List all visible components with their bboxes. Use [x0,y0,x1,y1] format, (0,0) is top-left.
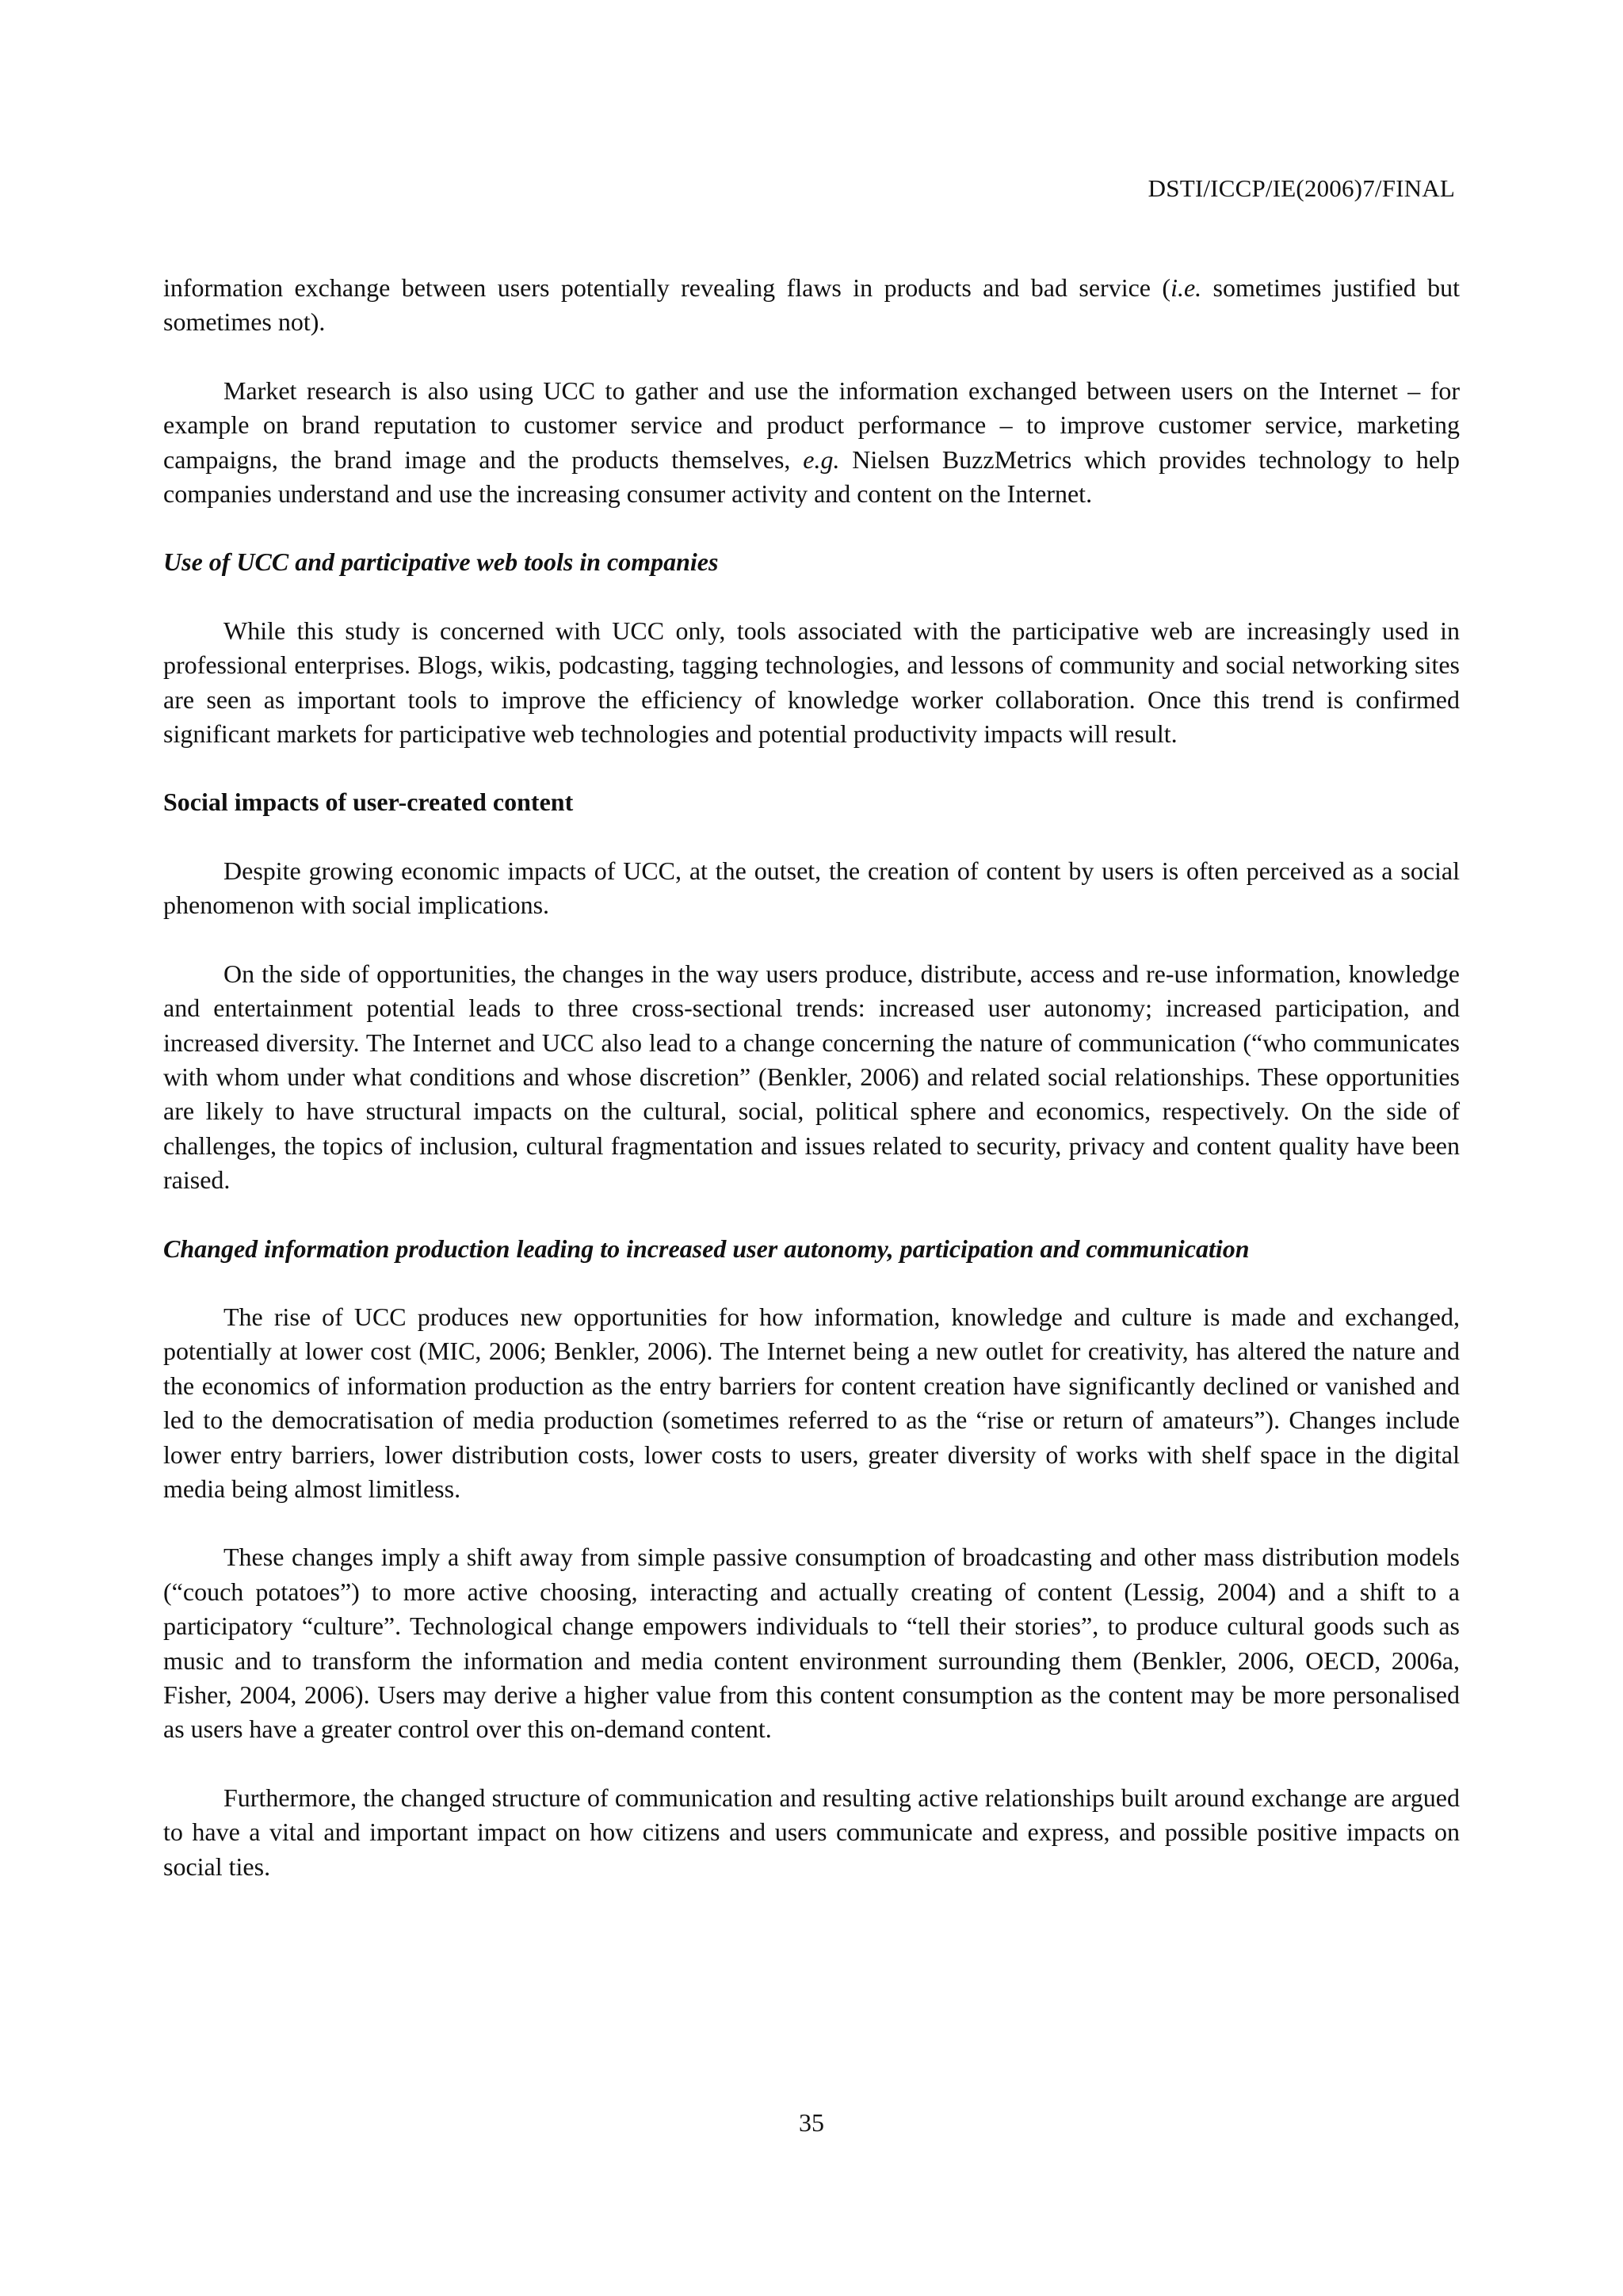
intro-paragraph-2 [163,374,1460,512]
page-number: 35 [799,2108,824,2137]
intro-p2-italic: e.g. [803,444,840,474]
changed-paragraph-3: Furthermore, the changed structure of communication and resulting active relationships built around exchange are argued to have a vital and important impact on how citizens and users communicate and express, and possible positive impacts on social ties. [163,1783,1460,1881]
intro-p1-text-start: information exchange between users potentially revealing flaws in products and bad service ( [163,273,1171,302]
intro-p2-text-end: Nielsen BuzzMetrics which provides technology to help companies understand and use the increasing consumer activity and content on the Internet. [163,444,1461,509]
heading-social-impacts: Social impacts of user-created content [163,788,574,817]
changed-paragraph-2: These changes imply a shift away from simple passive consumption of broadcasting and other mass distribution models (“couch potatoes”) to more active choosing, interacting and actually creating of content (Lessig, 2004) and a shift to a participatory “culture”. Technological change empowers individuals to “tell their stories”, to produce cultural goods such as music and to transform the information and media content environment surrounding them (Benkler, 2006, OECD, 2006a, Fisher, 2004, 2006). Users may derive a higher value from this content consumption as the content may be more personalised as users have a greater control over this on-demand content. [163,1543,1460,1744]
intro-p2-text-start: Market research is also using UCC to gather and use the information exchanged between users on the Internet – for example on brand reputation to customer service and product performance – to improve customer service, marketing campaigns, the brand image and the products themselves, [163,376,1460,474]
intro-paragraph-1 [163,271,1460,340]
social-paragraph-1: Despite growing economic impacts of UCC, at the outset, the creation of content by users is often perceived as a social phenomenon with social implications. [163,856,1460,920]
heading-changed-information-production: Changed information production leading to increased user autonomy, participation and communication [163,1234,1250,1263]
social-paragraph-2: On the side of opportunities, the changes in the way users produce, distribute, access and re-use information, knowledge and entertainment potential leads to three cross-sectional trends: increased user autonomy; increased participation, and increased diversity. The Internet and UCC also lead to a change concerning the nature of communication (“who communicates with whom under what conditions and whose discretion” (Benkler, 2006) and related social relationships. These opportunities are likely to have structural impacts on the cultural, social, political sphere and economics, respectively. On the side of challenges, the topics of inclusion, cultural fragmentation and issues related to security, privacy and content quality have been raised. [163,959,1460,1195]
tools-paragraph-1: While this study is concerned with UCC only, tools associated with the participative web are increasingly used in professional enterprises. Blogs, wikis, podcasting, tagging technologies, and lessons of community and social networking sites are seen as important tools to improve the efficiency of knowledge worker collaboration. Once this trend is confirmed significant markets for participative web technologies and potential productivity impacts will result. [163,616,1460,749]
heading-ucc-tools-companies: Use of UCC and participative web tools in companies [163,547,719,577]
changed-paragraph-1: The rise of UCC produces new opportunities for how information, knowledge and culture is made and exchanged, potentially at lower cost (MIC, 2006; Benkler, 2006). The Internet being a new outlet for creativity, has altered the nature and the economics of information production as the entry barriers for content creation have significantly declined or vanished and led to the democratisation of media production (sometimes referred to as the “rise or return of amateurs”). Changes include lower entry barriers, lower distribution costs, lower costs to users, greater diversity of works with shelf space in the digital media being almost limitless. [163,1302,1460,1503]
intro-p1-italic: i.e. [1170,273,1202,302]
intro-p1-text-end: sometimes justified but sometimes not). [163,273,1461,337]
page-body [163,271,1460,1884]
document-reference: DSTI/ICCP/IE(2006)7/FINAL [1148,174,1455,202]
